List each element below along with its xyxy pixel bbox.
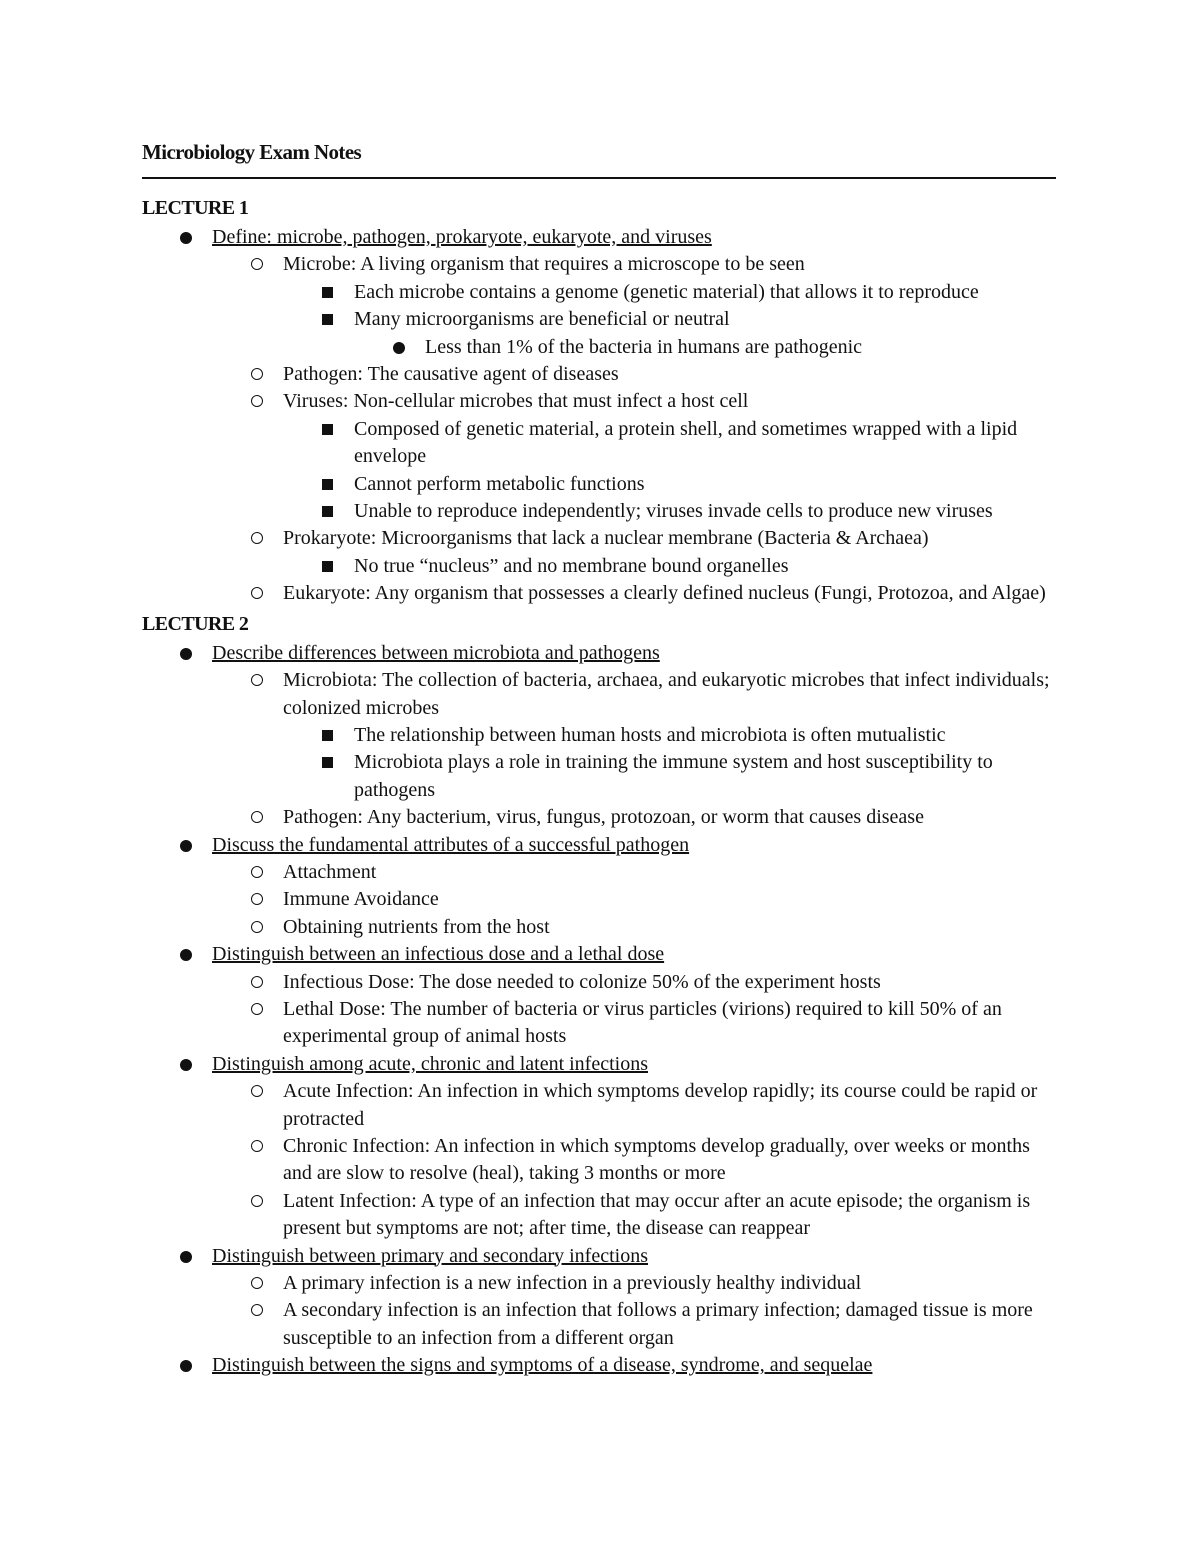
list-item: [142, 361, 1062, 388]
definition-pathogen: Pathogen: The causative agent of diseases: [283, 363, 619, 386]
hollow-circle-bullet-icon: [247, 1297, 267, 1324]
lecture-1-heading: LECTURE 1: [142, 197, 249, 219]
hollow-circle-bullet-icon: [247, 914, 267, 941]
list-item-text: Many microorganisms are beneficial or neutral: [354, 308, 730, 331]
list-item: [142, 1243, 1062, 1270]
hollow-circle-bullet-icon: [247, 580, 267, 607]
filled-circle-bullet-icon: [176, 1352, 196, 1379]
list-item-text: Immune Avoidance: [283, 888, 439, 911]
square-bullet-icon: [317, 306, 337, 333]
document-body: [142, 192, 1062, 1380]
filled-circle-bullet-icon: [176, 1051, 196, 1078]
square-bullet-icon: [317, 416, 337, 443]
list-item: [142, 1051, 1062, 1078]
list-item-text: Attachment: [283, 860, 377, 883]
list-item: [142, 941, 1062, 968]
hollow-circle-bullet-icon: [247, 969, 267, 996]
square-bullet-icon: [317, 749, 337, 776]
hollow-circle-bullet-icon: [247, 1188, 267, 1215]
topic-question: Distinguish between an infectious dose and a lethal dose: [212, 943, 665, 966]
list-item: [142, 667, 1062, 722]
hollow-circle-bullet-icon: [247, 361, 267, 388]
square-bullet-icon: [317, 722, 337, 749]
list-item-text: Cannot perform metabolic functions: [354, 472, 645, 495]
list-item: [142, 416, 1062, 471]
definition-microbiota: Microbiota: The collection of bacteria, archaea, and eukaryotic microbes that infect individuals; colonized microbes: [283, 669, 1050, 719]
definition-viruses: Viruses: Non-cellular microbes that must infect a host cell: [283, 390, 749, 413]
list-item: [142, 722, 1062, 749]
square-bullet-icon: [317, 498, 337, 525]
list-item: [142, 580, 1062, 607]
hollow-circle-bullet-icon: [247, 886, 267, 913]
definition-lethal-dose: Lethal Dose: The number of bacteria or virus particles (virions) required to kill 50% of an experimental group of animal hosts: [283, 997, 1002, 1048]
hollow-circle-bullet-icon: [247, 1270, 267, 1297]
horizontal-rule: [142, 177, 1056, 179]
definition-microbe: Microbe: A living organism that requires a microscope to be seen: [283, 253, 805, 276]
list-item: [142, 279, 1062, 306]
list-item-text: Less than 1% of the bacteria in humans are pathogenic: [425, 335, 863, 358]
list-item: [142, 969, 1062, 996]
hollow-circle-bullet-icon: [247, 388, 267, 415]
list-item: [142, 1078, 1062, 1133]
definition-latent-infection: Latent Infection: A type of an infection that may occur after an acute episode; the organism is present but symptoms are not; after time, the disease can reappear: [283, 1189, 1031, 1240]
list-item-text: Microbiota plays a role in training the immune system and host susceptibility to pathogens: [354, 751, 993, 801]
square-bullet-icon: [317, 279, 337, 306]
filled-circle-bullet-icon: [176, 941, 196, 968]
hollow-circle-bullet-icon: [247, 859, 267, 886]
list-item: [142, 1133, 1062, 1188]
list-item: [142, 388, 1062, 415]
hollow-circle-bullet-icon: [247, 251, 267, 278]
hollow-circle-bullet-icon: [247, 1133, 267, 1160]
square-bullet-icon: [317, 471, 337, 498]
topic-question: Distinguish between primary and secondary infections: [212, 1244, 648, 1267]
definition-chronic-infection: Chronic Infection: An infection in which symptoms develop gradually, over weeks or months and are slow to resolve (heal), taking 3 months or more: [283, 1135, 1030, 1185]
list-item: [142, 640, 1062, 667]
hollow-circle-bullet-icon: [247, 667, 267, 694]
square-bullet-icon: [317, 553, 337, 580]
list-item: [142, 525, 1062, 552]
document-title: Microbiology Exam Notes: [142, 140, 362, 164]
list-item: [142, 251, 1062, 278]
filled-circle-bullet-icon: [389, 334, 409, 361]
list-item: [142, 1188, 1062, 1243]
filled-circle-bullet-icon: [176, 640, 196, 667]
list-item-text: Each microbe contains a genome (genetic material) that allows it to reproduce: [354, 280, 979, 303]
topic-question: Distinguish between the signs and symptoms of a disease, syndrome, and sequelae: [212, 1354, 873, 1377]
list-item: [142, 832, 1062, 859]
topic-question: Distinguish among acute, chronic and latent infections: [212, 1052, 648, 1075]
list-item: [142, 306, 1062, 333]
list-item-text: Unable to reproduce independently; viruses invade cells to produce new viruses: [354, 500, 993, 523]
list-item: [142, 553, 1062, 580]
definition-prokaryote: Prokaryote: Microorganisms that lack a nuclear membrane (Bacteria & Archaea): [283, 527, 929, 550]
list-item: [142, 224, 1062, 251]
list-item: [142, 804, 1062, 831]
list-item: [142, 749, 1062, 804]
list-item: [142, 1297, 1062, 1352]
hollow-circle-bullet-icon: [247, 525, 267, 552]
hollow-circle-bullet-icon: [247, 996, 267, 1023]
hollow-circle-bullet-icon: [247, 1078, 267, 1105]
list-item: [142, 886, 1062, 913]
lecture-2-heading: LECTURE 2: [142, 612, 249, 635]
definition-acute-infection: Acute Infection: An infection in which symptoms develop rapidly; its course could be rapid or protracted: [283, 1080, 1038, 1130]
topic-question: Discuss the fundamental attributes of a successful pathogen: [212, 833, 690, 856]
list-item: [142, 1270, 1062, 1297]
list-item: [142, 859, 1062, 886]
list-item: [142, 1352, 1062, 1379]
list-item: [142, 471, 1062, 498]
definition-primary-infection: A primary infection is a new infection in a previously healthy individual: [283, 1272, 862, 1295]
list-item-text: The relationship between human hosts and microbiota is often mutualistic: [354, 723, 946, 746]
definition-secondary-infection: A secondary infection is an infection that follows a primary infection; damaged tissue is more susceptible to an infection from a different organ: [283, 1299, 1033, 1349]
list-item: [142, 498, 1062, 525]
list-item-text: No true “nucleus” and no membrane bound organelles: [354, 554, 789, 577]
list-item-text: Composed of genetic material, a protein shell, and sometimes wrapped with a lipid envelope: [354, 417, 1018, 468]
list-item: [142, 334, 1062, 361]
list-item: [142, 996, 1062, 1051]
list-item-text: Obtaining nutrients from the host: [283, 915, 550, 938]
list-item: [142, 914, 1062, 941]
definition-infectious-dose: Infectious Dose: The dose needed to colonize 50% of the experiment hosts: [283, 970, 881, 993]
filled-circle-bullet-icon: [176, 832, 196, 859]
filled-circle-bullet-icon: [176, 224, 196, 251]
topic-question: Describe differences between microbiota and pathogens: [212, 641, 660, 664]
topic-question: Define: microbe, pathogen, prokaryote, eukaryote, and viruses: [212, 226, 712, 248]
hollow-circle-bullet-icon: [247, 804, 267, 831]
filled-circle-bullet-icon: [176, 1243, 196, 1270]
definition-pathogen: Pathogen: Any bacterium, virus, fungus, protozoan, or worm that causes disease: [283, 806, 924, 829]
definition-eukaryote: Eukaryote: Any organism that possesses a clearly defined nucleus (Fungi, Protozoa, and Algae): [283, 582, 1046, 605]
